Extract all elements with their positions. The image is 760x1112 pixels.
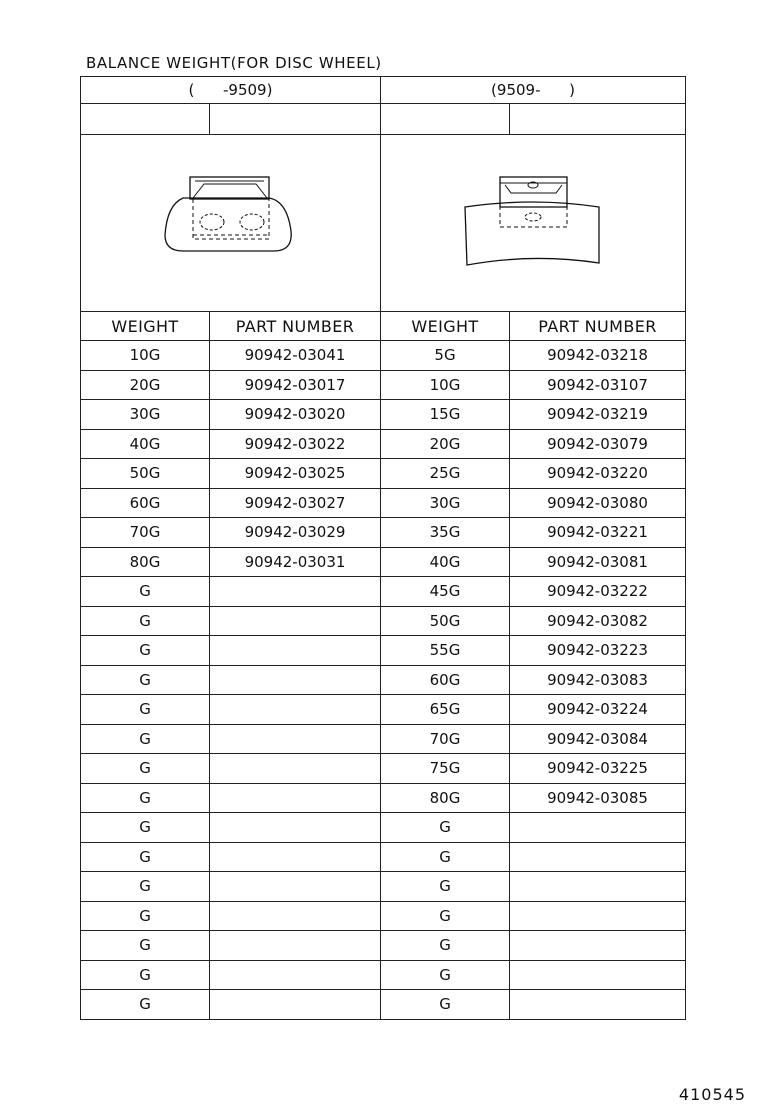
weight-cell: 15G — [381, 400, 510, 430]
part-number-cell — [210, 724, 381, 754]
part-number-cell — [210, 577, 381, 607]
weight-cell: G — [381, 813, 510, 843]
table-row — [81, 695, 686, 725]
weight-cell: G — [81, 901, 210, 931]
part-number-cell — [210, 960, 381, 990]
weight-cell: G — [81, 872, 210, 902]
weight-cell: 65G — [381, 695, 510, 725]
part-number-cell: 90942-03221 — [510, 518, 686, 548]
weight-cell: 50G — [81, 459, 210, 489]
table-row — [81, 547, 686, 577]
table-row — [81, 813, 686, 843]
clip-on-weight-drawing — [81, 135, 381, 311]
blank-cell — [81, 104, 210, 135]
part-number-cell: 90942-03222 — [510, 577, 686, 607]
right-weight-illustration — [381, 135, 686, 312]
part-number-cell — [510, 931, 686, 961]
part-number-cell: 90942-03084 — [510, 724, 686, 754]
table-row — [81, 665, 686, 695]
part-number-cell — [510, 960, 686, 990]
table-row — [81, 400, 686, 430]
weight-cell: G — [381, 960, 510, 990]
part-number-cell: 90942-03082 — [510, 606, 686, 636]
weight-cell: G — [81, 960, 210, 990]
table-row — [81, 518, 686, 548]
weight-cell: 80G — [81, 547, 210, 577]
part-number-cell: 90942-03029 — [210, 518, 381, 548]
weight-cell: G — [81, 636, 210, 666]
part-number-cell: 90942-03022 — [210, 429, 381, 459]
part-number-cell: 90942-03080 — [510, 488, 686, 518]
part-number-cell — [510, 813, 686, 843]
table-row — [81, 901, 686, 931]
weight-cell: 70G — [81, 518, 210, 548]
weight-cell: 20G — [81, 370, 210, 400]
part-number-cell: 90942-03081 — [510, 547, 686, 577]
part-number-cell — [510, 990, 686, 1020]
table-row — [81, 577, 686, 607]
part-number-column-header: PART NUMBER — [510, 312, 686, 341]
weight-cell: G — [381, 931, 510, 961]
part-number-cell — [210, 754, 381, 784]
weight-cell: 45G — [381, 577, 510, 607]
adhesive-weight-drawing — [381, 135, 685, 311]
table-row — [81, 636, 686, 666]
table-row — [81, 931, 686, 961]
illustration-code: 410545 — [678, 1085, 746, 1104]
weight-cell: 30G — [81, 400, 210, 430]
weight-cell: G — [81, 606, 210, 636]
part-number-cell: 90942-03225 — [510, 754, 686, 784]
part-number-cell: 90942-03031 — [210, 547, 381, 577]
part-number-cell — [210, 901, 381, 931]
page-title: BALANCE WEIGHT(FOR DISC WHEEL) — [86, 54, 382, 72]
part-number-cell: 90942-03020 — [210, 400, 381, 430]
table-row — [81, 429, 686, 459]
weight-cell: G — [81, 842, 210, 872]
weight-cell: 30G — [381, 488, 510, 518]
weight-cell: 60G — [81, 488, 210, 518]
part-number-cell: 90942-03085 — [510, 783, 686, 813]
weight-cell: 50G — [381, 606, 510, 636]
weight-cell: 55G — [381, 636, 510, 666]
weight-cell: G — [381, 901, 510, 931]
weight-cell: G — [381, 990, 510, 1020]
part-number-cell: 90942-03223 — [510, 636, 686, 666]
part-number-cell — [210, 665, 381, 695]
part-number-cell — [510, 901, 686, 931]
weight-cell: G — [81, 754, 210, 784]
part-number-cell — [210, 931, 381, 961]
balance-weight-table — [80, 76, 686, 1020]
part-number-cell — [210, 636, 381, 666]
weight-cell: 35G — [381, 518, 510, 548]
part-number-cell — [210, 813, 381, 843]
table-row — [81, 459, 686, 489]
blank-cell — [381, 104, 510, 135]
table-row — [81, 488, 686, 518]
weight-cell: 5G — [381, 341, 510, 371]
weight-cell: G — [81, 813, 210, 843]
table-row — [81, 754, 686, 784]
weight-cell: 70G — [381, 724, 510, 754]
part-number-cell — [210, 842, 381, 872]
weight-cell: 25G — [381, 459, 510, 489]
part-number-column-header: PART NUMBER — [210, 312, 381, 341]
weight-cell: G — [81, 931, 210, 961]
part-number-cell — [510, 842, 686, 872]
weight-column-header: WEIGHT — [381, 312, 510, 341]
weight-cell: G — [81, 665, 210, 695]
weight-cell: 80G — [381, 783, 510, 813]
part-number-cell — [210, 990, 381, 1020]
part-number-cell: 90942-03083 — [510, 665, 686, 695]
weight-cell: G — [81, 783, 210, 813]
part-number-cell: 90942-03107 — [510, 370, 686, 400]
table-row — [81, 341, 686, 371]
table-row — [81, 990, 686, 1020]
part-number-cell: 90942-03025 — [210, 459, 381, 489]
weight-cell: 10G — [381, 370, 510, 400]
table-row — [81, 724, 686, 754]
weight-cell: 40G — [381, 547, 510, 577]
weight-cell: G — [381, 842, 510, 872]
table-row — [81, 960, 686, 990]
weight-cell: 10G — [81, 341, 210, 371]
part-number-cell: 90942-03017 — [210, 370, 381, 400]
table-row — [81, 370, 686, 400]
blank-cell — [510, 104, 686, 135]
part-number-cell: 90942-03079 — [510, 429, 686, 459]
left-period-header: ( -9509) — [81, 77, 381, 104]
part-number-cell — [210, 872, 381, 902]
part-number-cell — [510, 872, 686, 902]
weight-cell: 20G — [381, 429, 510, 459]
table-row — [81, 872, 686, 902]
table-row — [81, 842, 686, 872]
part-number-cell: 90942-03219 — [510, 400, 686, 430]
weight-cell: G — [81, 724, 210, 754]
left-weight-illustration — [81, 135, 381, 312]
weight-cell: G — [381, 872, 510, 902]
blank-cell — [210, 104, 381, 135]
part-number-cell: 90942-03027 — [210, 488, 381, 518]
weight-cell: G — [81, 695, 210, 725]
weight-cell: 75G — [381, 754, 510, 784]
part-number-cell — [210, 606, 381, 636]
part-number-cell: 90942-03224 — [510, 695, 686, 725]
weight-cell: G — [81, 577, 210, 607]
part-number-cell: 90942-03041 — [210, 341, 381, 371]
part-number-cell — [210, 695, 381, 725]
right-period-header: (9509- ) — [381, 77, 686, 104]
part-number-cell: 90942-03220 — [510, 459, 686, 489]
part-number-cell — [210, 783, 381, 813]
part-number-cell: 90942-03218 — [510, 341, 686, 371]
weight-cell: 40G — [81, 429, 210, 459]
weight-cell: 60G — [381, 665, 510, 695]
weight-cell: G — [81, 990, 210, 1020]
weight-column-header: WEIGHT — [81, 312, 210, 341]
table-row — [81, 783, 686, 813]
table-row — [81, 606, 686, 636]
